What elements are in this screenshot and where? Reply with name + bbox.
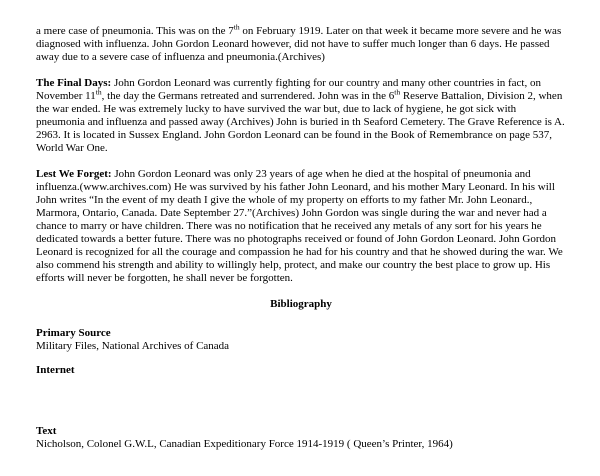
body-paragraph-lest-we-forget: Lest We Forget: John Gordon Leonard was only 23 years of age when he died at the hospital of pneumonia and influenza.(www.archives.com) He was survived by his father John Leonard, and his mother Mary Leonard. In his will John writes “In the event of my death I give the whole of my property on efforts to my father Mr. John Leonard., Marmora, Ontario, Canada. Date September 27.”(Archives) John Gordon was single during the war and never had a chance to marry or have children. There was no notification that he received any metals of any sort for his years he dedicated towards a better future. There was no photographs received or found of John Gordon Leonard. John Gordon Leonard is recognized for all the courage and compassion he had for his country and that he showed during the war. We also commend his strength and ability to willingly help, protect, and make our country the best place to grow up. His efforts will never be forgotten, he shall never be forgotten. <box>36 168 563 284</box>
section-title-text: Text <box>36 425 57 437</box>
section-entry-text: Nicholson, Colonel G.W.L, Canadian Expeditionary Force 1914-1919 ( Queen’s Printer, 1964) <box>36 438 453 450</box>
section-title-primary-source: Primary Source <box>36 327 111 339</box>
body-paragraph-final-days: The Final Days: John Gordon Leonard was currently fighting for our country and many other countries in fact, on November 11th, the day the Germans retreated and surrendered. John was in the 6th Reserve Battalion, Division 2, when the war ended. He was extremely lucky to have survived the war but, due to lack of hygiene, he got sick with pneumonia and influenza and passed away (Archives) John is buried in th Seaford Cemetery. The Grave Reference is A. 2963. It is located in Sussex England. John Gordon Leonard can be found in the Book of Remembrance on page 537, World War One. <box>36 77 565 154</box>
body-paragraph-pneumonia: a mere case of pneumonia. This was on the 7th on February 1919. Later on that week it became more severe and he was diagnosed with influenza. John Gordon Leonard however, did not have to suffer much longer than 6 days. He passed away due to a severe case of influenza and pneumonia.(Archives) <box>36 22 562 63</box>
bibliography-section-primary-source <box>36 327 566 353</box>
section-title-internet: Internet <box>36 364 75 376</box>
section-entry-primary-source: Military Files, National Archives of Canada <box>36 340 230 352</box>
bibliography-section-text <box>36 425 566 451</box>
document-content <box>36 22 566 462</box>
bibliography-section-internet <box>36 364 566 377</box>
bibliography-heading: Bibliography <box>270 298 332 310</box>
